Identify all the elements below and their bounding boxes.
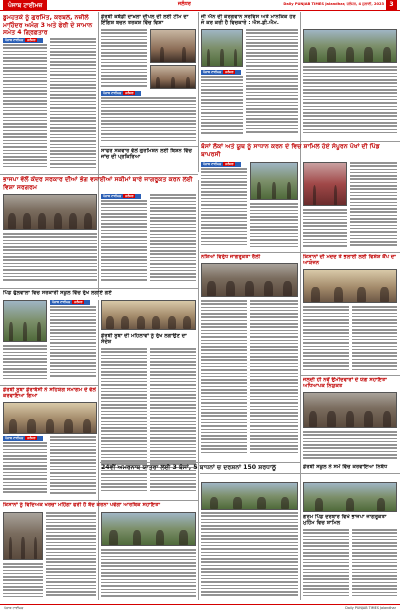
dateline-tag: ਪੰਜਾਬ ਟਾਈਮਜ਼ ਜਲੰਧਰ [3, 38, 43, 43]
news-photo [3, 402, 97, 434]
newspaper-brand: ਪੰਜਾਬ ਟਾਈਮਜ਼ [3, 0, 47, 10]
news-photo [201, 263, 298, 297]
column-rule [300, 12, 301, 252]
dateline-tag: ਪੰਜਾਬ ਟਾਈਮਜ਼ ਜਲੰਧਰ [101, 91, 141, 96]
headline-10: ਡੇਰਬੀ ਸੂਬਾ ਡੇਰਾਬੱਸੀ ਨੇ ਸਹਿਯੋਗ ਸਮਾਗਮ ਦੇ ਵੱਲੋਂ ਕਰਵਾਇਆ ਗਿਆ [3, 387, 97, 400]
headline-8: ਪਿੰਡ ਫੁੱਲਵਾਲਾ ਵਿਚ ਸਰਕਾਰੀ ਸਕੂਲ ਵਿੱਚ ਰੁੱਖ ਲਗਾਏ ਗਏ [3, 290, 112, 296]
article-text [352, 529, 397, 600]
news-photo [3, 300, 47, 342]
dateline-tag: ਪੰਜਾਬ ਟਾਈਮਜ਼ ਜਲੰਧਰ [101, 194, 141, 199]
column-rule [98, 12, 99, 297]
column-rule [198, 12, 199, 172]
news-photo [303, 482, 397, 512]
article-text [101, 97, 196, 143]
section-label: ਜਲੰਧਰ [178, 1, 191, 7]
article-text [201, 168, 247, 250]
section-divider [200, 473, 400, 474]
news-photo [101, 300, 196, 330]
news-photo [150, 29, 196, 63]
section-divider [0, 500, 198, 501]
column-rule [198, 180, 199, 600]
article-text [303, 306, 349, 372]
headline-11: 24ਵੀਂ ਅਮਰਨਾਥ ਯਾਤਰਾ ਲਈ 3 ਬੱਸਾਂ, 5 ਬਾਧਨਾਂ ਚ ਦਰਸ਼ਨਾਂ 150 ਸ਼ਰਧਾਲੂ [101, 464, 277, 471]
article-text [3, 44, 47, 172]
headline-12: ਜਲਦੀ ਹੀ ਨਵੇਂ ਉਮੀਦਵਾਰਾਂ ਦੇ ਯੋਗ ਸਹਾਇਤਾ ਅਧਿਆਪਕ ਨਿਯੁਕਤ [303, 377, 387, 390]
article-text [201, 512, 298, 600]
section-divider [0, 288, 198, 289]
section-divider [0, 174, 198, 175]
dateline-tag: ਪੰਜਾਬ ਟਾਈਮਜ਼ ਜਲੰਧਰ [50, 300, 90, 305]
news-photo [250, 162, 298, 200]
article-text [3, 563, 43, 600]
headline-9: ਡੇਰਬੀ ਸੂਬਾ ਦੀ ਮਹਿਲਾਵਾਂ ਨੂੰ ਰੁੱਖ ਲਗਾਉਣ ਦਾ ਸੰਦੇਸ਼ [101, 333, 187, 346]
footer-right: Daily PUNJAB TIMES Jalandhar [345, 606, 396, 610]
article-text [201, 300, 247, 460]
headline-5: ਸਾਫਰ ਸਕਵਾਰ ਵੱਲੋਂ ਗੁਰਮਿਸ਼ਨ ਲਈ ਬਿਸ਼ਨ ਵਿੱਚ ਜਾਂਚ ਦੀ ਪ੍ਰਕਿਰਿਆ [101, 148, 193, 161]
footer-left: ਪੰਜਾਬ ਟਾਈਮਜ਼ [4, 606, 24, 610]
headline-3: ਜੀ ਐਨ ਦੀ ਕੋਰਗਵਾਨ ਸਰਵਿਸ ਅਤੇ ਮਾਨਕਿਕ ਹੋਰ ਜੋ ਕਰ ਕਰੀ ਹੈ ਵਿਚਕਾਰੇ : ਐਸ.ਡੀ.ਐਮ. [201, 14, 296, 27]
news-photo [3, 512, 43, 560]
news-photo [303, 162, 347, 206]
news-photo [303, 269, 397, 303]
news-photo [201, 29, 243, 67]
news-photo [303, 392, 397, 428]
article-text [50, 306, 96, 382]
dateline-tag: ਪੰਜਾਬ ਟਾਈਮਜ਼ ਜਲੰਧਰ [201, 162, 241, 167]
headline-2: ਡੇਰਬੀ ਕਬੱਡੀ ਦਾਖ਼ਲਾ ਦੀਪਲ ਦੀ ਲਈ ਟੀਮ ਦਾ ਇੰਗਿਸ਼ ਬਚਨ ਤਰਕਸ਼ ਵਿੱਚ ਵਿਸ਼ਾ [101, 14, 189, 27]
article-text [101, 200, 147, 284]
article-text [303, 529, 349, 600]
headline-6: ਬੱਸਾਂ ਲੋਕਾਂ ਅਤੇ ਯੂਥ ਨੂੰ ਸਾਧਾਨ ਕਰਨ ਦੇ ਵਿਚ ਸ਼ਾਮਿਲ ਹੋਏ ਸੰਪੂਰਨ ਪੱਖਾਂ ਦੀ ਪਿੰਡ ਬਾਪਰਸੀ [201, 143, 380, 158]
headline-17: ਨਸ਼ਿਆਂ ਵਿਰੁੱਧ ਜਾਗਰੂਕਤਾ ਰੈਲੀ [201, 254, 261, 260]
section-divider [300, 375, 400, 376]
news-photo [303, 29, 397, 63]
article-text [303, 66, 397, 138]
page-footer [0, 604, 400, 612]
dateline-tag: ਪੰਜਾਬ ਟਾਈਮਜ਼ ਜਲੰਧਰ [3, 436, 43, 441]
section-divider [100, 146, 198, 147]
headline-14: ਡੇਰਬੀ ਸਕੂਲ ਨੇ ਸਮੇਂ ਵਿੱਚ ਕਰਵਾਇਆ ਨਿਬੰਧ [303, 464, 388, 470]
section-divider [200, 141, 400, 142]
headline-7: ਕਿਸਾਨਾਂ ਦੀ ਮਦਦ ਤੇ ਭਲਾਈ ਲਈ ਵਿਸ਼ੇਸ਼ ਕੈਂਪ ਦਾ ਆਯੋਜਨ [303, 254, 396, 267]
column-rule [98, 300, 99, 600]
section-divider [100, 462, 300, 463]
news-photo [101, 512, 196, 546]
article-text [246, 29, 298, 137]
headline-1: ਡੂਮਹਤਕੇ ਨੂੰ ਗੁਰਮਿੰਤ, ਕਰਬਲ, ਨਜ਼ੀਲੇ ਮਾਹਿੰਦਰ ਅਮੰਗ 3 ਅਤੇ ਫੇਰੀ ਦੇ ਸਾਮਾਨ ਸਮੇਤ 4 ਗ੍ਰਿਫ਼ਤਾਰ [3, 14, 93, 36]
article-text [3, 233, 97, 285]
article-text [50, 38, 96, 172]
section-divider [0, 385, 98, 386]
article-text [303, 209, 347, 250]
section-divider [300, 252, 400, 253]
article-text [352, 306, 397, 372]
article-text [150, 194, 196, 284]
news-photo [201, 482, 298, 510]
article-text [250, 203, 298, 250]
article-text [350, 162, 397, 250]
article-text [250, 300, 298, 460]
section-divider [200, 252, 300, 253]
article-text [3, 345, 47, 382]
article-text [101, 29, 147, 89]
headline-4: ਭਾਜਪਾ ਵੱਲੋਂ ਕੇਂਦਰ ਸਰਕਾਰ ਦੀਆਂ ਭੋਗ ਵਸਾਈਆਂ ਸਕੀਮਾਂ ਬਾਰੇ ਜਾਗਰੂਕਤ ਕਰਨ ਲਈ ਵਿਸ਼ਾ ਸਰਗਰਮ [3, 176, 193, 191]
page-number: 3 [386, 0, 397, 10]
dateline-tag: ਪੰਜਾਬ ਟਾਈਮਜ਼ ਜਲੰਧਰ [201, 70, 241, 75]
article-text [201, 76, 243, 138]
headline-15: ਗਰਮ ਪਿੰਡ ਦਰਬਾਰ ਵਿਖੇ ਭਾਜਪਾ ਜਾਗਰੂਕਤਾ ਮੁਹਿੰਮ ਵਿਚ ਸ਼ਾਮਿਲ [303, 514, 387, 527]
edition-line: Daily PUNJAB TIMES Jalandhar, ਜਲੰਧਰ, 4 ਜੁਲਾਈ, 2023 [283, 2, 384, 6]
article-text [3, 442, 47, 498]
article-text [303, 431, 397, 461]
article-text [50, 436, 96, 498]
column-rule [300, 250, 301, 600]
article-text [46, 512, 96, 600]
headline-13: ਕਿਸਾਨਾਂ ਨੂੰ ਵਿਦਿਅਕ ਖਰਚਾ ਮਹਿੰਗਾ ਫਰੀ ਹੈ ਬੰਦ ਕਰਨਾ ਪਵੇਗਾ ਆਰਥਿਕ ਸਹਾਇਤਾ [3, 502, 160, 508]
article-text [101, 549, 196, 600]
news-photo [3, 194, 97, 230]
masthead [0, 0, 400, 11]
news-photo [150, 65, 196, 89]
